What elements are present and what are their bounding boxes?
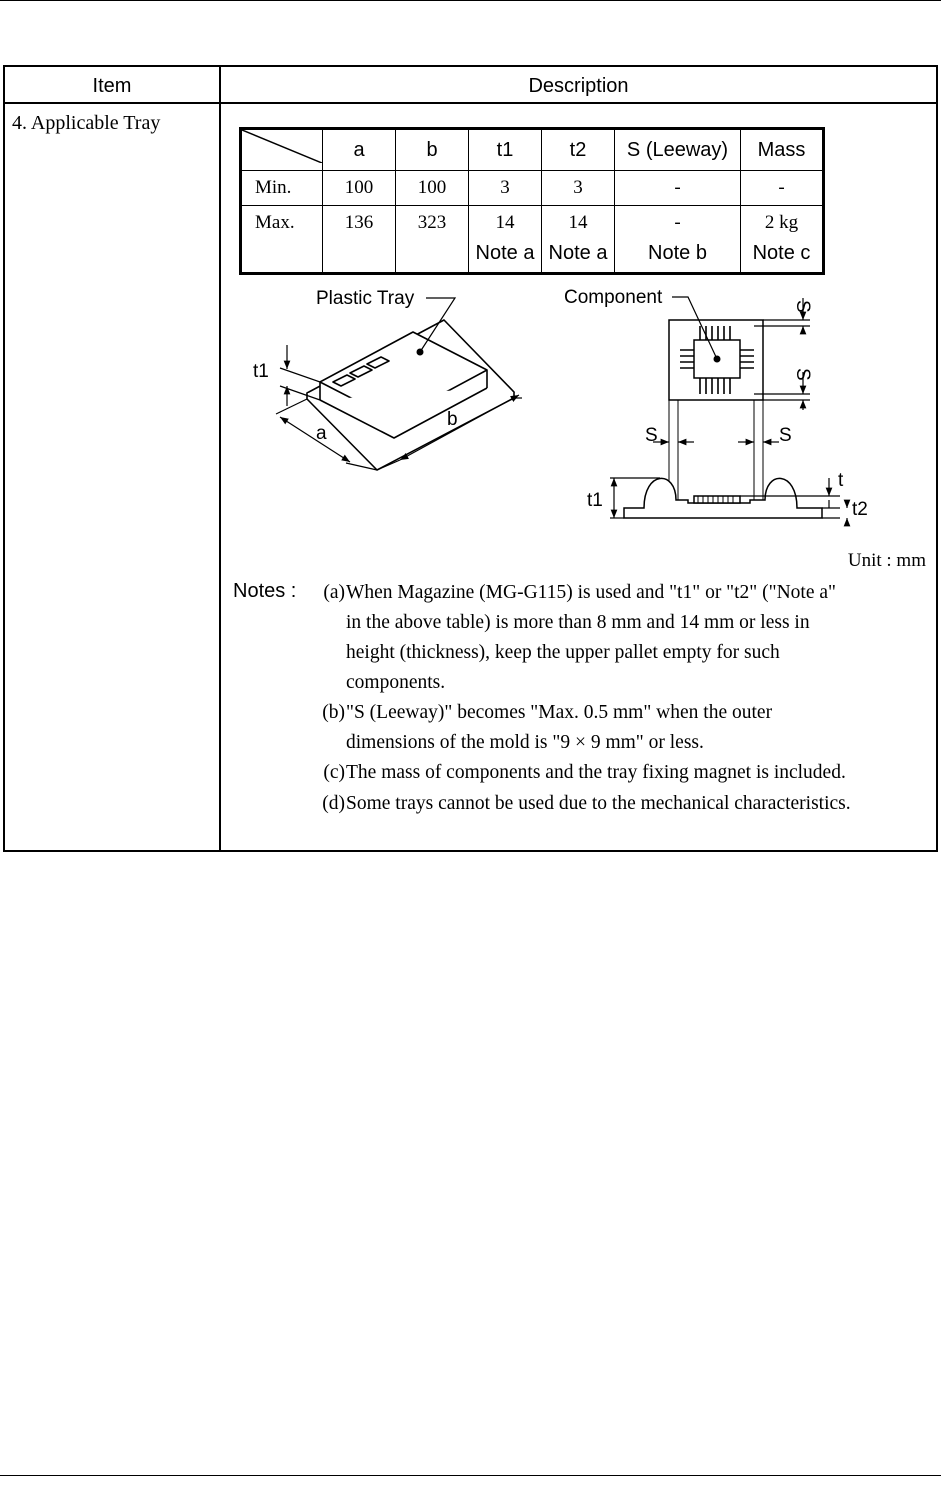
cell-note: Note c (752, 242, 811, 264)
s-label-mid: S (779, 425, 792, 446)
cell-value: - (741, 171, 824, 206)
note-a (305, 578, 836, 698)
note-line: components. (346, 672, 446, 693)
note-line: Some trays cannot be used due to the mechanical characteristics. (346, 793, 851, 814)
note-text (346, 578, 836, 698)
cell-value: 136 (344, 212, 374, 233)
col-header: t2 (542, 129, 615, 171)
note-mark: (c) (323, 762, 345, 783)
a-label: a (316, 423, 327, 444)
col-header: t1 (469, 129, 542, 171)
component-label: Component (564, 287, 663, 308)
cell-note: Note a (548, 242, 608, 264)
row-label: Min. (241, 171, 323, 206)
header-item: Item (92, 75, 132, 97)
note-mark: (d) (322, 793, 345, 814)
cell-value: 3 (469, 171, 542, 206)
cell (542, 206, 615, 274)
cell-note: Note b (648, 242, 707, 264)
plastic-tray-label: Plastic Tray (316, 288, 415, 309)
col-header: S (Leeway) (615, 129, 741, 171)
cell-value: 14 (495, 212, 515, 233)
s-label-top: S (792, 300, 813, 313)
tray-spec-table (239, 127, 825, 275)
cell (615, 206, 741, 274)
t2-label: t2 (852, 499, 868, 520)
s-label-right: S (792, 368, 813, 381)
note-line: "S (Leeway)" becomes "Max. 0.5 mm" when the outer (346, 702, 773, 723)
t1-label: t1 (253, 361, 269, 382)
notes-label: Notes : (233, 580, 297, 602)
cell-value: 100 (396, 171, 469, 206)
cell (323, 206, 396, 274)
t1-side-label: t1 (587, 490, 603, 511)
tray-cross-section (624, 478, 822, 518)
note-mark: (b) (322, 702, 345, 723)
note-text (346, 758, 846, 788)
unit-label: Unit : mm (847, 550, 926, 571)
cell-value: 323 (417, 212, 447, 233)
column-separator (219, 65, 221, 852)
cell-value: 2 kg (764, 212, 799, 233)
row-label: Max. (255, 212, 295, 233)
cell (469, 206, 542, 274)
note-line: in the above table) is more than 8 mm and 14 mm or less in (346, 612, 810, 633)
row-label-cell (241, 206, 323, 274)
plastic-tray-drawing (307, 320, 514, 470)
component-top-view (669, 320, 763, 500)
t-label: t (838, 470, 844, 491)
table-row-min (241, 171, 824, 206)
b-label: b (447, 409, 458, 430)
cell-value: 14 (568, 212, 588, 233)
tray-diagram (240, 282, 890, 542)
cell-value: - (674, 212, 681, 233)
note-text (346, 789, 851, 819)
col-header: Mass (741, 129, 824, 171)
note-line: When Magazine (MG-G115) is used and "t1" or "t2" ("Note a" (346, 582, 836, 603)
top-rule (0, 0, 941, 1)
cell-value: - (615, 171, 741, 206)
note-line: height (thickness), keep the upper pallet empty for such (346, 642, 780, 663)
cell-value: 3 (542, 171, 615, 206)
note-line: dimensions of the mold is "9 × 9 mm" or less. (346, 732, 704, 753)
header-description: Description (528, 75, 629, 97)
col-header: a (323, 129, 396, 171)
corner-cell (241, 129, 323, 171)
corner-diagonal (242, 130, 322, 163)
table-row-max (241, 206, 824, 274)
note-c (305, 758, 846, 788)
cell (741, 206, 824, 274)
col-header: b (396, 129, 469, 171)
cell-note: Note a (475, 242, 535, 264)
cell (396, 206, 469, 274)
note-b (305, 698, 772, 758)
header-separator (3, 102, 938, 104)
note-d (305, 789, 851, 819)
note-mark: (a) (323, 582, 345, 603)
s-label-left: S (645, 425, 658, 446)
note-line: The mass of components and the tray fixing magnet is included. (346, 762, 846, 783)
item-name: 4. Applicable Tray (12, 112, 161, 134)
note-text (346, 698, 772, 758)
cell-value: 100 (323, 171, 396, 206)
bottom-rule (0, 1475, 941, 1476)
table-header-row (241, 129, 824, 171)
